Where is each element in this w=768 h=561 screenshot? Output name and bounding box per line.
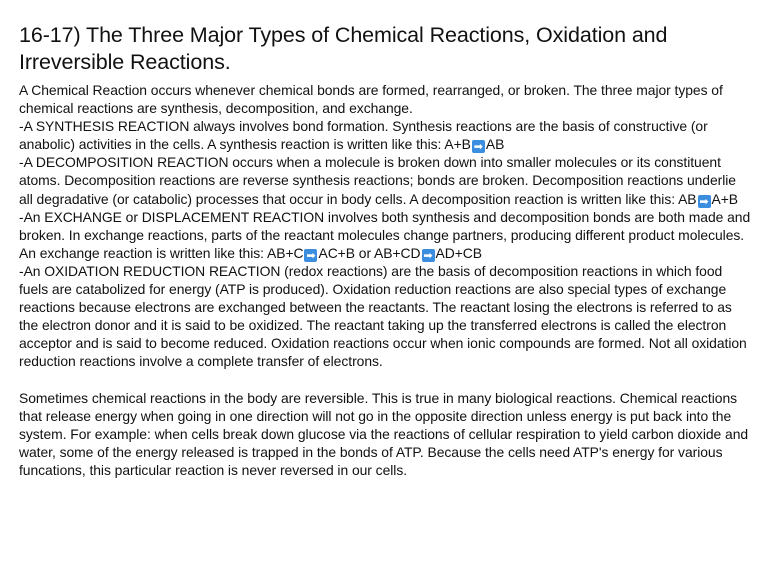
exchange-result: AD+CB	[435, 244, 482, 261]
exchange-paragraph	[19, 208, 752, 262]
right-arrow-icon: ➡	[306, 248, 316, 262]
synthesis-paragraph	[19, 117, 752, 153]
decomposition-result: A+B	[711, 190, 738, 207]
document-page	[19, 22, 752, 479]
right-arrow-icon: ➡	[423, 248, 433, 262]
right-arrow-icon: ➡	[699, 194, 709, 208]
paragraph-spacer	[19, 371, 752, 389]
oxidation-paragraph: -An OXIDATION REDUCTION REACTION (redox reactions) are the basis of decomposition reactions in which food fuels are catabolized for energy (ATP is produced). Oxidation reduction reactions are also special types of exchange reactions because electrons are exchanged between the reactants. The reactant losing the electrons is referred to as the electron donor and it is said to be oxidized. The reactant taking up the transferred electrons is called the electron acceptor and is said to become reduced. Oxidation reactions occur when ionic compounds are formed. Not all oxidation reduction reactions involve a complete transfer of electrons.	[19, 262, 747, 370]
synthesis-result: AB	[485, 136, 505, 153]
decomposition-paragraph	[19, 153, 752, 207]
decomposition-text: -A DECOMPOSITION REACTION occurs when a molecule is broken down into smaller molecules or its constituent atoms. Decomposition reactions are reverse synthesis reactions; bonds are broken. Decomposition reactions underlie all degradative (or catabolic) processes that occur in body cells. A decomposition reaction is written like this: AB	[19, 154, 736, 207]
intro-paragraph: A Chemical Reaction occurs whenever chemical bonds are formed, rearranged, or broken. The three major types of chemical reactions are synthesis, decomposition, and exchange.	[19, 82, 723, 117]
reversible-paragraph: Sometimes chemical reactions in the body are reversible. This is true in many biological reactions. Chemical reactions that release energy when going in one direction will not go in the opposite direction unless energy is put back into the system. For example: when cells break down glucose via the reactions of cellular respiration to yield carbon dioxide and water, some of the energy released is trapped in the bonds of ATP. Because the cells need ATP's energy for various funcations, this particular reaction is never reversed in our cells.	[19, 389, 749, 478]
page-title: 16-17) The Three Major Types of Chemical Reactions, Oxidation and Irreversible Reactions.	[19, 23, 668, 74]
synthesis-text: -A SYNTHESIS REACTION always involves bond formation. Synthesis reactions are the basis of constructive (or anabolic) activities in the cells. A synthesis reaction is written like this: A+B	[19, 118, 708, 153]
right-arrow-icon: ➡	[473, 140, 483, 154]
exchange-text: -An EXCHANGE or DISPLACEMENT REACTION involves both synthesis and decomposition bonds are both made and broken. In exchange reactions, parts of the reactant molecules change partners, producing different product molecules. An exchange reaction is written like this: AB+C	[19, 208, 751, 261]
exchange-middle: AC+B or AB+CD	[318, 244, 421, 261]
